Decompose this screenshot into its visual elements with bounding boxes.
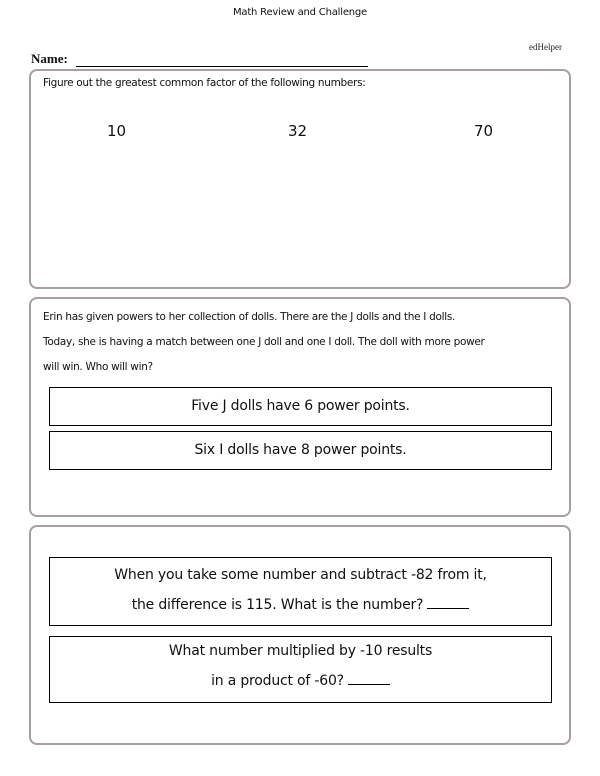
name-label: Name: [31,51,68,66]
question-line-with-blank [50,593,551,623]
question-text: the difference is 115. What is the number? [131,597,424,613]
answer-blank[interactable] [427,596,469,609]
question-line: When you take some number and subtract -82 from it, [114,567,487,583]
gcf-number-3: 70 [474,122,494,140]
story-line: Today, she is having a match between one J doll and one I doll. The doll with more power [43,336,485,348]
name-field-row [31,51,368,67]
question-line-with-blank [50,669,551,699]
name-blank-line[interactable] [76,54,368,67]
gcf-number-2: 32 [288,122,308,140]
answer-blank[interactable] [348,672,390,685]
doll-story [43,305,563,380]
question-text: in a product of -60? [211,673,344,689]
brand-label: edHelper [529,42,562,52]
integer-problems-panel [29,525,571,745]
fact-box-i-dolls: Six I dolls have 8 power points. [49,431,552,470]
question-box-subtraction [49,557,552,626]
question-line: What number multiplied by -10 results [168,643,433,659]
gcf-problem-panel [29,69,571,289]
story-line: will win. Who will win? [43,361,153,373]
worksheet-title: Math Review and Challenge [232,7,368,18]
doll-problem-panel [29,297,571,517]
gcf-number-1: 10 [107,122,127,140]
fact-box-j-dolls: Five J dolls have 6 power points. [49,387,552,426]
question-box-multiplication [49,636,552,703]
story-line: Erin has given powers to her collection of dolls. There are the J dolls and the I dolls. [43,311,456,323]
gcf-instruction: Figure out the greatest common factor of the following numbers: [43,77,366,89]
